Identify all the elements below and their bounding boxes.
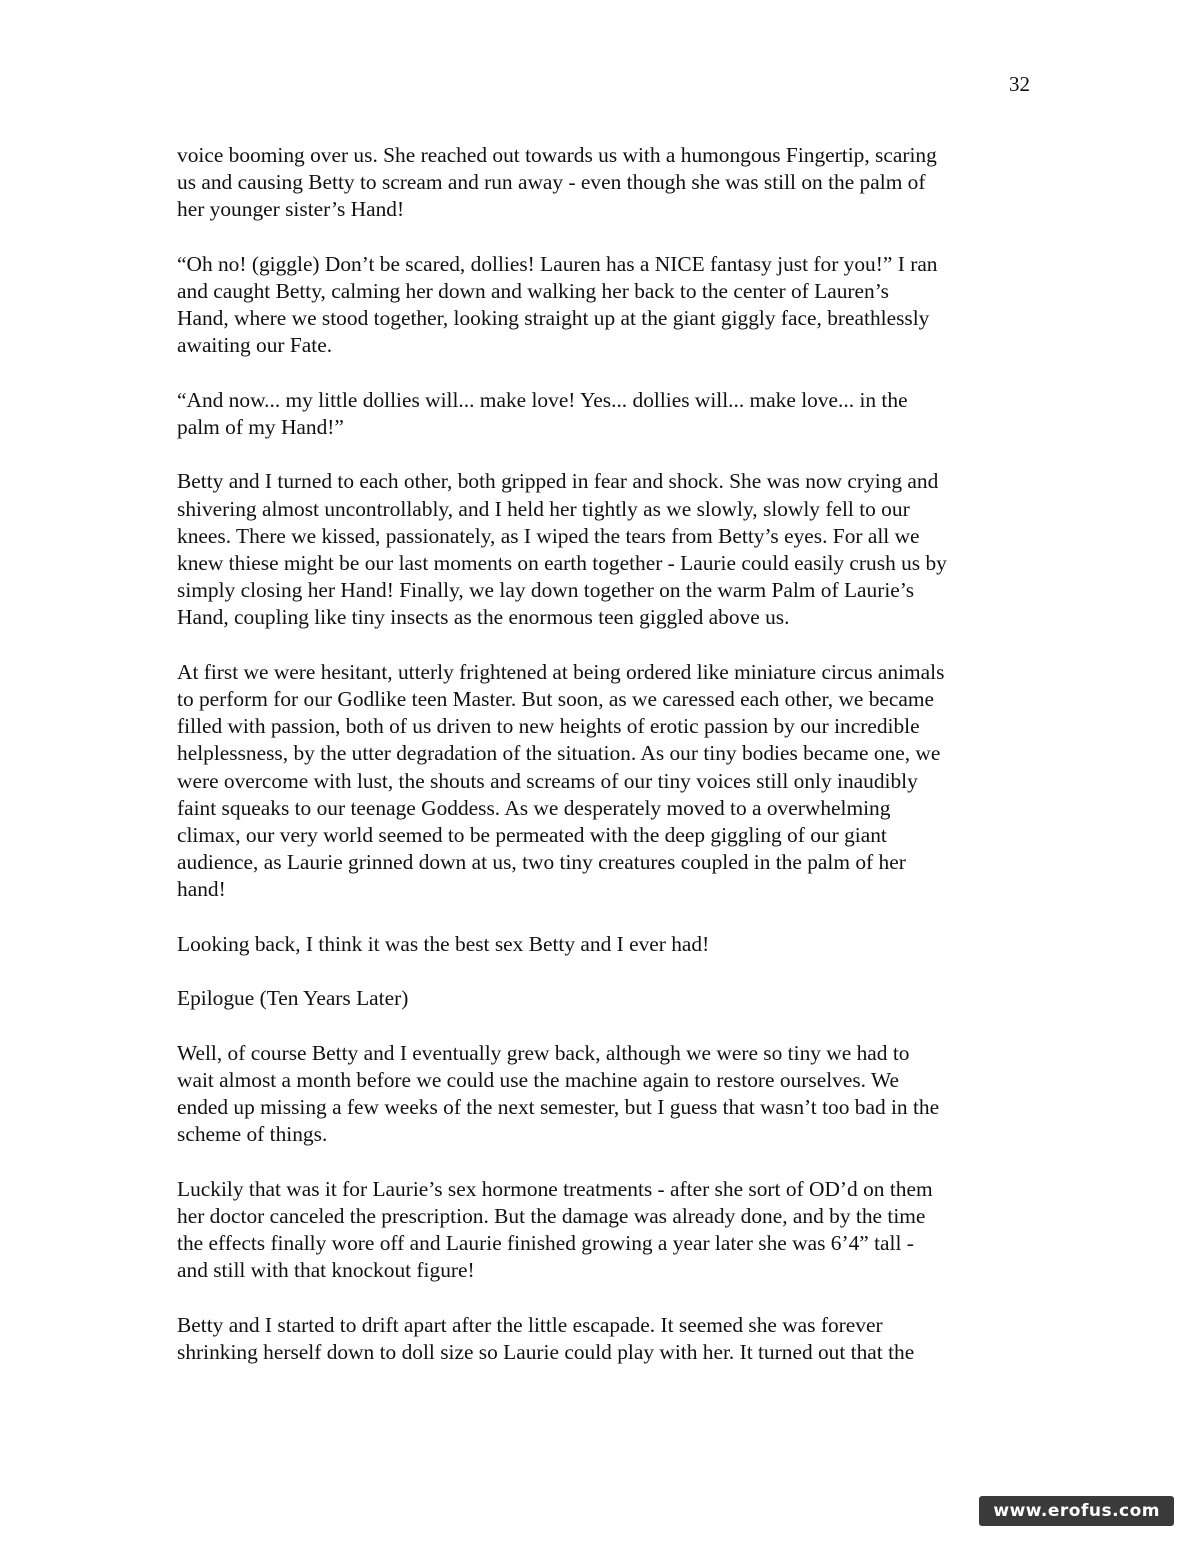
text-line: faint squeaks to our teenage Goddess. As we desperately moved to a overwhelming (177, 795, 891, 820)
text-line: Epilogue (Ten Years Later) (177, 986, 409, 1011)
text-line: were overcome with lust, the shouts and screams of our tiny voices still only inaudibly (177, 768, 918, 793)
text-line: filled with passion, both of us driven to new heights of erotic passion by our incredible (177, 714, 920, 739)
text-line: “And now... my little dollies will... make love! Yes... dollies will... make love... in the (177, 387, 908, 412)
text-line: “Oh no! (giggle) Don’t be scared, dollies! Lauren has a NICE fantasy just for you!” I ran (177, 251, 938, 276)
paragraph (177, 142, 1047, 224)
paragraph (177, 1040, 1047, 1149)
text-line: awaiting our Fate. (177, 333, 333, 358)
text-line: us and causing Betty to scream and run away - even though she was still on the palm of (177, 170, 926, 195)
text-line: Betty and I started to drift apart after the little escapade. It seemed she was forever (177, 1312, 883, 1337)
text-line: wait almost a month before we could use the machine again to restore ourselves. We (177, 1067, 899, 1092)
text-line: her doctor canceled the prescription. But the damage was already done, and by the time (177, 1203, 926, 1228)
text-line: shivering almost uncontrollably, and I held her tightly as we slowly, slowly fell to our (177, 496, 910, 521)
text-line: the effects finally wore off and Laurie finished growing a year later she was 6’4” tall - (177, 1231, 914, 1255)
text-line: audience, as Laurie grinned down at us, two tiny creatures coupled in the palm of her (177, 850, 906, 875)
paragraph (177, 468, 1047, 631)
text-line: Hand, coupling like tiny insects as the enormous teen giggled above us. (177, 605, 790, 630)
text-line: At first we were hesitant, utterly frightened at being ordered like miniature circus animals (177, 659, 945, 684)
text-line: and caught Betty, calming her down and walking her back to the center of Lauren’s (177, 279, 889, 303)
text-line: knew thiese might be our last moments on earth together - Laurie could easily crush us by (177, 551, 947, 575)
paragraph (177, 659, 1047, 904)
text-line: climax, our very world seemed to be permeated with the deep giggling of our giant (177, 823, 887, 848)
text-line: shrinking herself down to doll size so Laurie could play with her. It turned out that the (177, 1339, 915, 1364)
text-line: Well, of course Betty and I eventually grew back, although we were so tiny we had to (177, 1040, 910, 1065)
text-line: helplessness, by the utter degradation of the situation. As our tiny bodies became one, we (177, 741, 941, 766)
text-line: palm of my Hand!” (177, 415, 344, 439)
text-line: hand! (177, 877, 226, 902)
text-line: scheme of things. (177, 1122, 328, 1147)
page-number: 32 (1009, 72, 1030, 96)
text-line: Hand, where we stood together, looking straight up at the giant giggly face, breathlessly (177, 306, 930, 331)
text-line: her younger sister’s Hand! (177, 197, 405, 222)
text-line: knees. There we kissed, passionately, as I wiped the tears from Betty’s eyes. For all we (177, 523, 920, 548)
paragraph (177, 1176, 1047, 1285)
paragraph (177, 985, 1047, 1012)
text-line: and still with that knockout figure! (177, 1258, 475, 1283)
document-body (177, 142, 1047, 1393)
paragraph (177, 387, 1047, 441)
text-line: simply closing her Hand! Finally, we lay down together on the warm Palm of Laurie’s (177, 578, 915, 603)
text-line: Luckily that was it for Laurie’s sex hormone treatments - after she sort of OD’d on them (177, 1176, 933, 1201)
text-line: Betty and I turned to each other, both gripped in fear and shock. She was now crying and (177, 469, 939, 494)
text-line: Looking back, I think it was the best sex Betty and I ever had! (177, 931, 710, 956)
paragraph (177, 251, 1047, 360)
text-line: ended up missing a few weeks of the next semester, but I guess that wasn’t too bad in the (177, 1095, 940, 1119)
paragraph (177, 1312, 1047, 1366)
site-watermark: www.erofus.com (979, 1496, 1174, 1526)
text-line: to perform for our Godlike teen Master. But soon, as we caressed each other, we became (177, 687, 935, 711)
paragraph (177, 931, 1047, 958)
text-line: voice booming over us. She reached out towards us with a humongous Fingertip, scaring (177, 143, 937, 167)
